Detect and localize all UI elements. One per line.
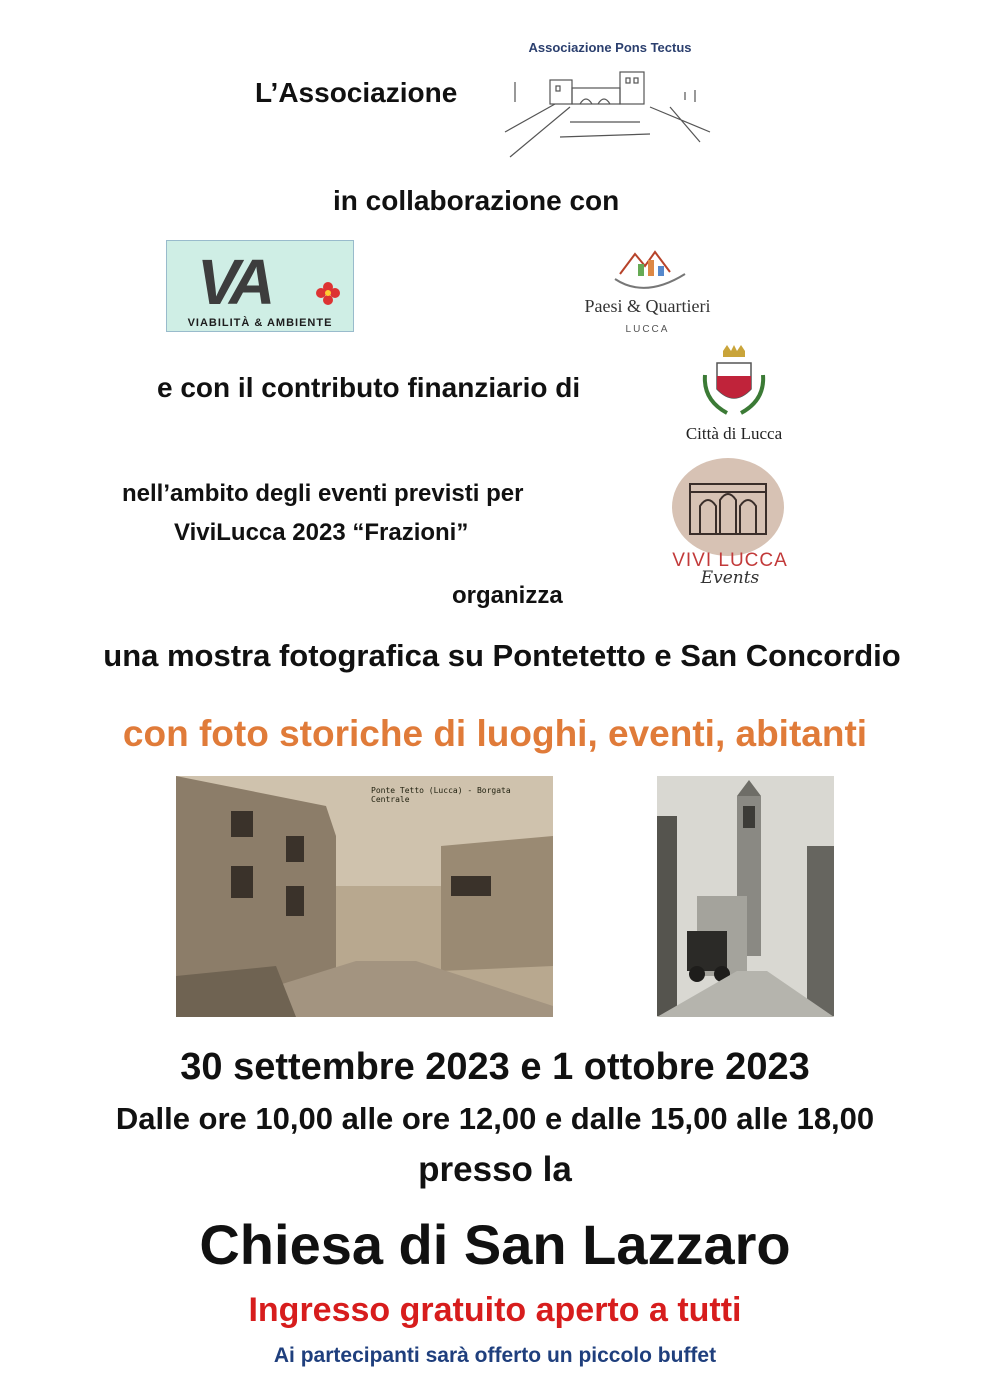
pons-tectus-drawing	[500, 62, 715, 160]
context-line-2: ViviLucca 2023 “Frazioni”	[174, 519, 469, 546]
photo-caption: Ponte Tetto (Lucca) - Borgata Centrale	[371, 786, 511, 804]
vivi-lucca-name: VIVI LUCCA	[672, 550, 788, 571]
organizza-text: organizza	[452, 582, 563, 609]
intro-text: L’Associazione	[255, 77, 458, 108]
collaboration-text: in collaborazione con	[333, 185, 620, 216]
free-entry-notice: Ingresso gratuito aperto a tutti	[248, 1291, 742, 1329]
pons-tectus-logo-title: Associazione Pons Tectus	[528, 40, 692, 55]
gate-arch-icon	[686, 476, 770, 536]
historic-street-photo	[176, 776, 553, 1017]
church-tower-photo	[657, 776, 834, 1017]
venue-name: Chiesa di San Lazzaro	[199, 1213, 791, 1276]
lucca-crest-icon	[695, 345, 773, 423]
exhibition-subtitle: con foto storiche di luoghi, eventi, abitanti	[122, 713, 868, 754]
viabilita-ambiente-logo	[166, 240, 354, 332]
paesi-quartieri-icon	[610, 244, 690, 294]
funding-text: e con il contributo finanziario di	[157, 372, 581, 403]
church-tower-drawing	[657, 776, 834, 1017]
lucca-city-name: Città di Lucca	[685, 424, 783, 443]
flower-icon	[315, 281, 341, 307]
exhibition-title: una mostra fotografica su Pontetetto e San Concordio	[103, 638, 901, 673]
vivi-lucca-events: Events	[700, 568, 760, 588]
paesi-quartieri-city: LUCCA	[625, 324, 670, 335]
context-line-1: nell’ambito degli eventi previsti per	[122, 480, 524, 507]
event-hours: Dalle ore 10,00 alle ore 12,00 e dalle 15,00 alle 18,00	[115, 1101, 875, 1136]
va-logo-caption: VIABILITÀ & AMBIENTE	[187, 317, 333, 329]
venue-intro: presso la	[418, 1150, 572, 1189]
historic-street-drawing	[176, 776, 553, 1017]
event-dates: 30 settembre 2023 e 1 ottobre 2023	[180, 1046, 810, 1088]
buffet-notice: Ai partecipanti sarà offerto un piccolo buffet	[273, 1344, 717, 1367]
paesi-quartieri-name: Paesi & Quartieri	[584, 296, 711, 316]
va-logo-letters: VA	[197, 246, 270, 318]
